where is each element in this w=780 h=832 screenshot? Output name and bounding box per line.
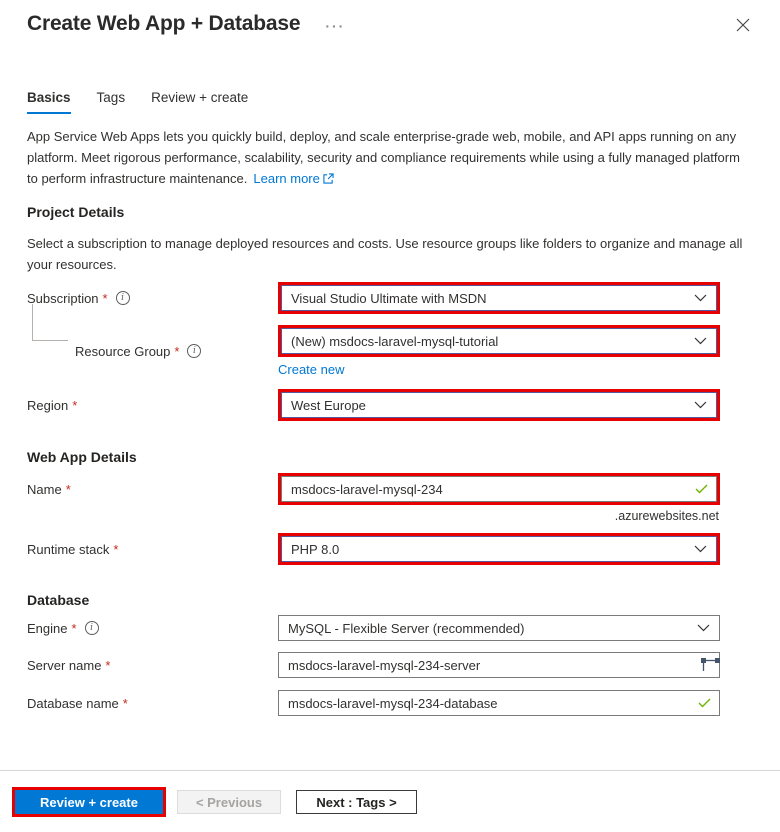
runtime-stack-row bbox=[27, 533, 752, 565]
resource-group-row bbox=[27, 325, 752, 377]
subscription-annotation-box bbox=[278, 282, 720, 314]
page-title: Create Web App + Database bbox=[27, 12, 301, 35]
required-marker: * bbox=[72, 397, 78, 413]
previous-button[interactable]: < Previous bbox=[177, 790, 281, 814]
name-field bbox=[281, 476, 717, 502]
engine-label bbox=[27, 621, 278, 636]
section-heading-database: Database bbox=[27, 592, 90, 608]
runtime-stack-dropdown[interactable] bbox=[281, 536, 717, 562]
required-marker: * bbox=[174, 343, 180, 359]
server-name-label-text: Server name bbox=[27, 657, 102, 673]
checkmark-icon bbox=[695, 484, 708, 494]
wizard-tabs bbox=[27, 90, 752, 114]
name-label bbox=[27, 482, 278, 497]
create-new-link[interactable]: Create new bbox=[278, 362, 345, 377]
review-create-annotation-box bbox=[12, 787, 166, 817]
resource-group-label-text: Resource Group bbox=[75, 343, 171, 359]
tab-review-create[interactable]: Review + create bbox=[151, 90, 249, 105]
learn-more-link[interactable] bbox=[253, 171, 333, 186]
info-icon[interactable]: i bbox=[187, 344, 201, 358]
subscription-row bbox=[27, 282, 752, 314]
external-link-icon bbox=[323, 173, 334, 184]
next-tags-button[interactable]: Next : Tags > bbox=[296, 790, 417, 814]
project-details-description: Select a subscription to manage deployed resources and costs. Use resource groups like folders to organize and manage all your resources. bbox=[27, 236, 743, 272]
required-marker: * bbox=[105, 657, 111, 673]
region-value: West Europe bbox=[291, 397, 366, 413]
intro-description: App Service Web Apps lets you quickly build, deploy, and scale enterprise-grade web, mobile, and API apps running on any platform. Meet rigorous performance, scalability, security and compliance requirements while using a fully managed platform to perform infrastructure maintenance. bbox=[27, 129, 740, 186]
tab-tags[interactable]: Tags bbox=[96, 90, 126, 105]
region-label-text: Region bbox=[27, 397, 69, 413]
chevron-down-icon bbox=[694, 401, 707, 409]
name-row bbox=[27, 473, 752, 523]
runtime-stack-label bbox=[27, 542, 278, 557]
name-input[interactable] bbox=[291, 482, 686, 497]
resource-group-dropdown[interactable] bbox=[281, 328, 717, 354]
engine-dropdown[interactable] bbox=[278, 615, 720, 641]
close-icon bbox=[736, 18, 750, 32]
engine-label-text: Engine bbox=[27, 620, 68, 636]
chevron-down-icon bbox=[694, 337, 707, 345]
checkmark-icon bbox=[698, 698, 711, 708]
name-label-text: Name bbox=[27, 482, 62, 497]
section-heading-web-app-details: Web App Details bbox=[27, 449, 137, 465]
chevron-down-icon bbox=[694, 545, 707, 553]
server-name-label bbox=[27, 658, 278, 673]
tab-basics[interactable]: Basics bbox=[27, 90, 71, 114]
more-options-button[interactable]: ··· bbox=[325, 18, 346, 34]
database-name-field bbox=[278, 690, 720, 716]
required-marker: * bbox=[122, 695, 128, 711]
server-name-row bbox=[27, 652, 752, 678]
runtime-stack-annotation-box bbox=[278, 533, 720, 565]
region-row bbox=[27, 389, 752, 421]
subscription-label-text: Subscription bbox=[27, 290, 99, 306]
region-label bbox=[27, 398, 278, 413]
database-name-row bbox=[27, 690, 752, 716]
database-name-input[interactable] bbox=[288, 696, 689, 711]
required-marker: * bbox=[113, 541, 119, 557]
region-dropdown[interactable] bbox=[281, 392, 717, 418]
engine-value: MySQL - Flexible Server (recommended) bbox=[288, 620, 525, 636]
learn-more-label: Learn more bbox=[253, 171, 320, 186]
name-annotation-box bbox=[278, 473, 720, 505]
blade-footer bbox=[0, 770, 780, 817]
resource-group-label bbox=[27, 344, 278, 359]
resource-group-annotation-box bbox=[278, 325, 720, 357]
required-marker: * bbox=[102, 290, 108, 306]
tree-connector bbox=[32, 304, 68, 341]
intro-text bbox=[27, 126, 752, 189]
runtime-stack-label-text: Runtime stack bbox=[27, 541, 110, 557]
domain-suffix: .azurewebsites.net bbox=[614, 509, 719, 523]
resource-group-value: (New) msdocs-laravel-mysql-tutorial bbox=[291, 333, 499, 349]
text-selection-handle-icon bbox=[700, 655, 722, 672]
subscription-dropdown[interactable] bbox=[281, 285, 717, 311]
section-heading-project-details: Project Details bbox=[27, 204, 125, 220]
footer-divider bbox=[0, 770, 780, 771]
runtime-stack-value: PHP 8.0 bbox=[291, 541, 340, 557]
region-annotation-box bbox=[278, 389, 720, 421]
chevron-down-icon bbox=[694, 294, 707, 302]
server-name-input[interactable] bbox=[288, 658, 689, 673]
required-marker: * bbox=[65, 482, 71, 497]
info-icon[interactable]: i bbox=[116, 291, 130, 305]
database-name-label-text: Database name bbox=[27, 695, 119, 711]
review-create-button[interactable]: Review + create bbox=[15, 790, 163, 814]
required-marker: * bbox=[71, 620, 77, 636]
chevron-down-icon bbox=[697, 624, 710, 632]
server-name-field bbox=[278, 652, 720, 678]
close-button[interactable] bbox=[734, 16, 752, 37]
database-name-label bbox=[27, 696, 278, 711]
engine-row bbox=[27, 615, 752, 641]
info-icon[interactable]: i bbox=[85, 621, 99, 635]
blade-header bbox=[27, 12, 752, 37]
subscription-value: Visual Studio Ultimate with MSDN bbox=[291, 290, 487, 306]
